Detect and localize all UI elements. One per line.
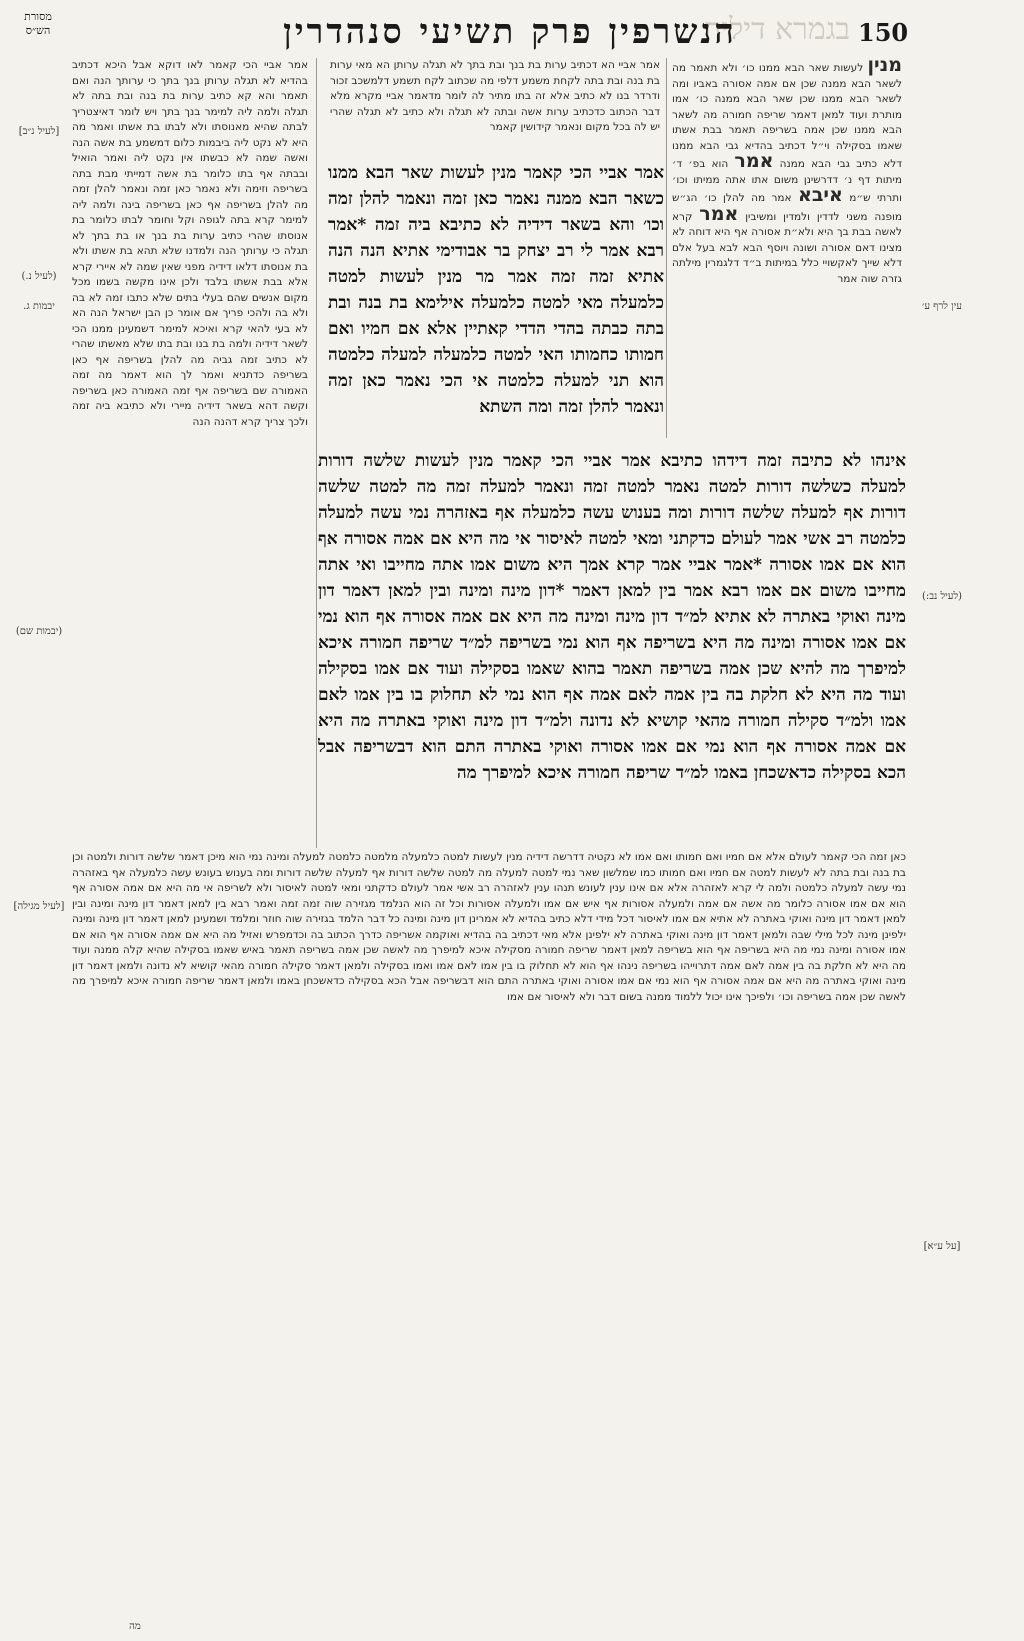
rashi-bottom-text: כאן זמה הכי קאמר לעולם אלא אם חמיו ואם חמותו ואם אמו לא נקטיה דדרשה דידיה מנין לעשות למטה כלמעלה מלמטה כלמטה למעלה ומינה נמי הוא מיכן דאמר שלשה דורות ולמטה וכן בת בנה ובת בתה לא לעשות למטה אם חמיו ואם חמותו כמו שמלשון שאר נמי למטה למעלה מה למטה שלשה דורות אף למעלה שלשה דורות ומה בענוש בעונש עשה כלמעלה אף באזהרה נמי עשה למעלה כלמטה ולמה לי קרא לאזהרה אלא אם אינו ענין לעונש תנהו ענין לאזהרה רב אשי אמר לעולם כדקתני ומאי למטה לאיסור ולא לשריפה אי מה היא אם אמה אסורה אף הוא אם אמו אסורה כלומר מה אשה אם אמה ולמעלה אסורות אף איש אם אמו ולמעלה אסורות וכל זה הוא הנלמד מגזירה שוה זמה זמה ואמר רבא בין למאן דאמר דון מינה ומינה ובין למאן דאמר דון מינה ואוקי באתרה לא אתיא אם אמו לאיסור דכל מידי דלא כתיב בהדיא לא אמרינן דון מינה ומינה כל דבר הלמד בגזירה שוה חוזר ומלמד ושמעינן למאן דאמר דון מינה ומינה ילפינן מינה לכל מילי שבה ולמאן דאמר דון מינה ואוקי באתרה לא ילפינן אלא מאי דכתיב בה בהדיא ואוקמה אשריפה כדרך הכתוב בה וכדמפרש ואזיל מה היא אם אמה אסורה אף הוא אם אמו אסורה ומינה נמי מה היא בשריפה אף הוא בשריפה למאן דאמר שריפה חמורה מסקילה איכא למיפרך מה לאשה שכן אמה בשריפה תאמר באיש שאמו בסקילה שהיא קלה ממנה ועוד מה היא לא חלקת בה בין אמה לאם אמה דתרוייהו בשריפה נינהו אף הוא לא תחלוק בו בין אמו לאם אמו ואמו בסקילה ולמאן דאמר סקילה חמורה מהאי קושיא לא נדונה ולמאן דאמר דון מינה ואוקי באתרה מה היא אם אמה אסורה אף הוא נמי אם אמו אסורה ואוקי באתרה התם הוא דבשריפה אבל הכא בסקילה כדאשכחן באמו ולמאן דאמר שריפה חמורה איכא למיפרך מה לאשה שכן אמה בשריפה וכו׳ ולפיכך אינו יכול ללמוד ממנה בשום דבר ולא לאיסור אם אמו <box>72 851 906 1003</box>
rashi-right-column <box>672 58 902 430</box>
gemara-upper-text: אמר אביי הכי קאמר מנין לעשות שאר הבא ממנו כשאר הבא ממנה נאמר כאן זמה ונאמר להלן זמה וכו׳ והא בשאר דידיה לא כתיבא ביה זמה *אמר רבא אמר לי רב יצחק בר אבודימי אתיא הנה הנה אתיא זמה זמה אמר מר מנין לעשות למטה כלמעלה מאי למטה כלמעלה אילימא בת בנה ובת בתה כבתה בהדי הדדי קאתיין אלא אם חמיו ואם חמותו כחמותו האי למטה כלמעלה למעלה כלמטה הוא תני למעלה כלמטה אי הכי נאמר כאן זמה ונאמר להלן זמה ומה השתא <box>328 163 664 417</box>
margin-ref-left-1: [לעיל נ״ב] <box>18 126 60 137</box>
margin-reference-title: מסורת הש״ס <box>24 10 52 37</box>
bottom-catchword: מה <box>129 1621 141 1632</box>
rashi-text-3: אמר מה להלן כו׳ הג״ש מופנה משני לדדין ולמדין ומשיבין <box>672 192 902 223</box>
margin-ref-right-3: [על ע״א] <box>923 1241 961 1252</box>
bleed-through-text: בגמרא דיליה <box>704 12 850 47</box>
margin-ref-left-4: (יבמות שם) <box>15 626 63 637</box>
rashi-lead-word-3: איבא <box>798 184 843 206</box>
tosafot-left-text: אמר אביי הכי קאמר לאו דוקא אבל היכא דכתיב בהדיא לא תגלה ערותן בנך בתך כי ערותך הנה ואם תאמר והא קא כתיב ערות בת בנה ובת בתה לא תגלה ולמה ליה למימר בנך בתך ויש לומר דאיצטריך לבתה שהיא מאנוסתו ולא לבתו בת אשתו ואמר מה היא לא נקט ליה ביבמות כלום דמשמע בת אשה הנה ואשה שמה לא כבשתו אין נקט ליה ואמר הואיל ובבתה אף בתו כלומר בת אשה דמייתי מבת בתה בשריפה וזימה ולא נאמר כאן זמה ונאמר להלן זמה מה להלן בשריפה אף כאן בשריפה בינה ולמה ליה למימר קרא בתה לגופה וקל וחומר לבתו כלומר בת אנוסתו שהרי כתיב ערות בת בנך או בת בתך לא תגלה כי ערותך הנה ולמדנו שלא תהא בת אשתו ולא בת אנוסתו דלאו דידיה מפני שאין שמה לא איירי קרא אלא בבת אשתו בלבד ולכן אינו מקשה בשמו מכל מקום אנשים שהם בעלי בתים שלא כתבו זמה לא בה ולא בה ולהכי פריך אם אומר כן הבן ישראל הנה הא לא בעי להאי קרא ואיכא למימר דשמעינן ממנו הכי לשאר דידיה ולמה בת בנו ובת בתו שלא מאשתו שהרי לא כתיב זמה גביה מה להלן בשריפה אף כאן בשריפה כדתניא ואמר לך הוא דאמר מה זמה האמורה שם בשריפה אף זמה האמורה כאן בשריפה וקשה דהא בשאר דידיה מיירי ולא כתיבא ביה זמה ולכך צריך קרא דהנה הנה <box>72 59 308 428</box>
rashi-lead-word-2: אמר <box>734 150 774 172</box>
rashi-text: לעשות שאר הבא ממנו כו׳ ולא תאמר מה לשאר הבא ממנה שכן אם אמה אסורה באביו ומה לשאר הבא ממנו שכן שאר הבא ממנה כו׳ אמו מותרת ועוד למאן דאמר שריפה חמורה מה לשאר הבא ממנו שכן אמה בשריפה תאמר בבת אשתו שאמו בסקילה וי״ל דכתיב בהדיא גבי הבא ממנו דלא כתיב גבי הבא ממנה <box>672 62 902 170</box>
tosafot-top-text: אמר אביי הא דכתיב ערות בת בנך ובת בתך לא תגלה ערותן הא מאי ערות בת בנה ובת בתה לקחת משמע דלפי מה שכתוב לקח תשמע דלמשכב זכור ודרדר בנו לא כתיב אלא זה בתו מתיר לה לומר מדאמר אביי מקרא מלא דבר הכתוב כדכתיב ערות אשה ובתה לא תגלה ולא כתיב לא תגלה שהרי יש לה בכל מקום ונאמר קידושין קאמר <box>330 59 660 133</box>
page-title: הנשרפין פרק תשיעי סנהדרין <box>283 12 737 52</box>
page-header <box>0 10 978 60</box>
rashi-text-4: קרא לאשה בבת בך היא ולא״ת אסורה אף היא דוחה לא מצינו דאם אסורה ושונה ויוסף הבא לבא בעל אלם דלא שייך לאקשויי כלל במיתות ב״ד דלגמרין מילתה גזרה שוה אמר <box>672 210 902 285</box>
rashi-lead-word-4: אמר <box>699 202 739 225</box>
gemara-upper-block <box>328 160 664 445</box>
column-divider <box>666 58 667 438</box>
margin-ref-right-2: (לעיל נב:) <box>921 591 963 602</box>
tosafot-top-block <box>330 58 660 153</box>
rashi-lead-word: מנין <box>867 58 902 76</box>
margin-ref-left-2: (לעיל נ.) <box>21 271 57 282</box>
column-divider <box>316 58 317 848</box>
margin-ref-left-5: [לעיל מגילה] <box>13 901 65 912</box>
page-number: 150 <box>858 18 909 47</box>
gemara-lower-block <box>318 448 906 844</box>
rashi-bottom-block <box>72 850 906 1620</box>
gemara-lower-text: אינהו לא כתיבה זמה דידהו כתיבא אמר אביי הכי קאמר מנין לעשות שלשה דורות למעלה כשלשה דורות למטה נאמר למטה זמה ונאמר למעלה זמה מה למטה שלשה דורות אף למעלה שלשה דורות ומה בענוש עשה כלמעלה אף באזהרה נמי עשה למעלה כלמטה רב אשי אמר לעולם כדקתני ומאי למטה לאיסור אי מה היא אם אמה אסורה אף הוא אם אמו אסורה *אמר אביי אמר קרא אמך היא משום אמו אתה מחייבו ואי אתה מחייבו משום אם אמו רבא אמר בין למאן דאמר *דון מינה ומינה ובין למאן דאמר דון מינה ואוקי באתרה לא אתיא למ״ד דון מינה ומינה מה היא אם אמה אסורה אף הוא נמי אם אמו אסורה ומינה מה היא בשריפה אף הוא נמי בשריפה למ״ד שריפה חמורה איכא למיפרך מה להיא שכן אמה בשריפה תאמר בהוא שאמו בסקילה ועוד אם אמו בסקילה ועוד מה היא לא חלקת בה בין אמה לאם אמה אף הוא נמי לא תחלוק בו בין אמו לאם אמו ולמ״ד סקילה חמורה מהאי קושיא לא נדונה ולמ״ד דון מינה ואוקי באתרה מה היא אם אמה אסורה אף הוא נמי אם אמו אסורה ואוקי באתרה התם הוא דבשריפה אבל הכא בסקילה כדאשכחן באמו למ״ד שריפה חמורה איכא למיפרך מה <box>318 451 906 783</box>
margin-ref-right-1: עין לרף ע׳ <box>922 301 962 312</box>
rashi-text-2: הוא בפ׳ ד׳ מיתות דף נ׳ דדרשינן משום אתו אתה ממיתו וכו׳ ותרתי ש״מ <box>672 158 902 204</box>
tosafot-left-column <box>72 58 308 846</box>
margin-ref-left-3: יבמות ג. <box>23 301 55 312</box>
